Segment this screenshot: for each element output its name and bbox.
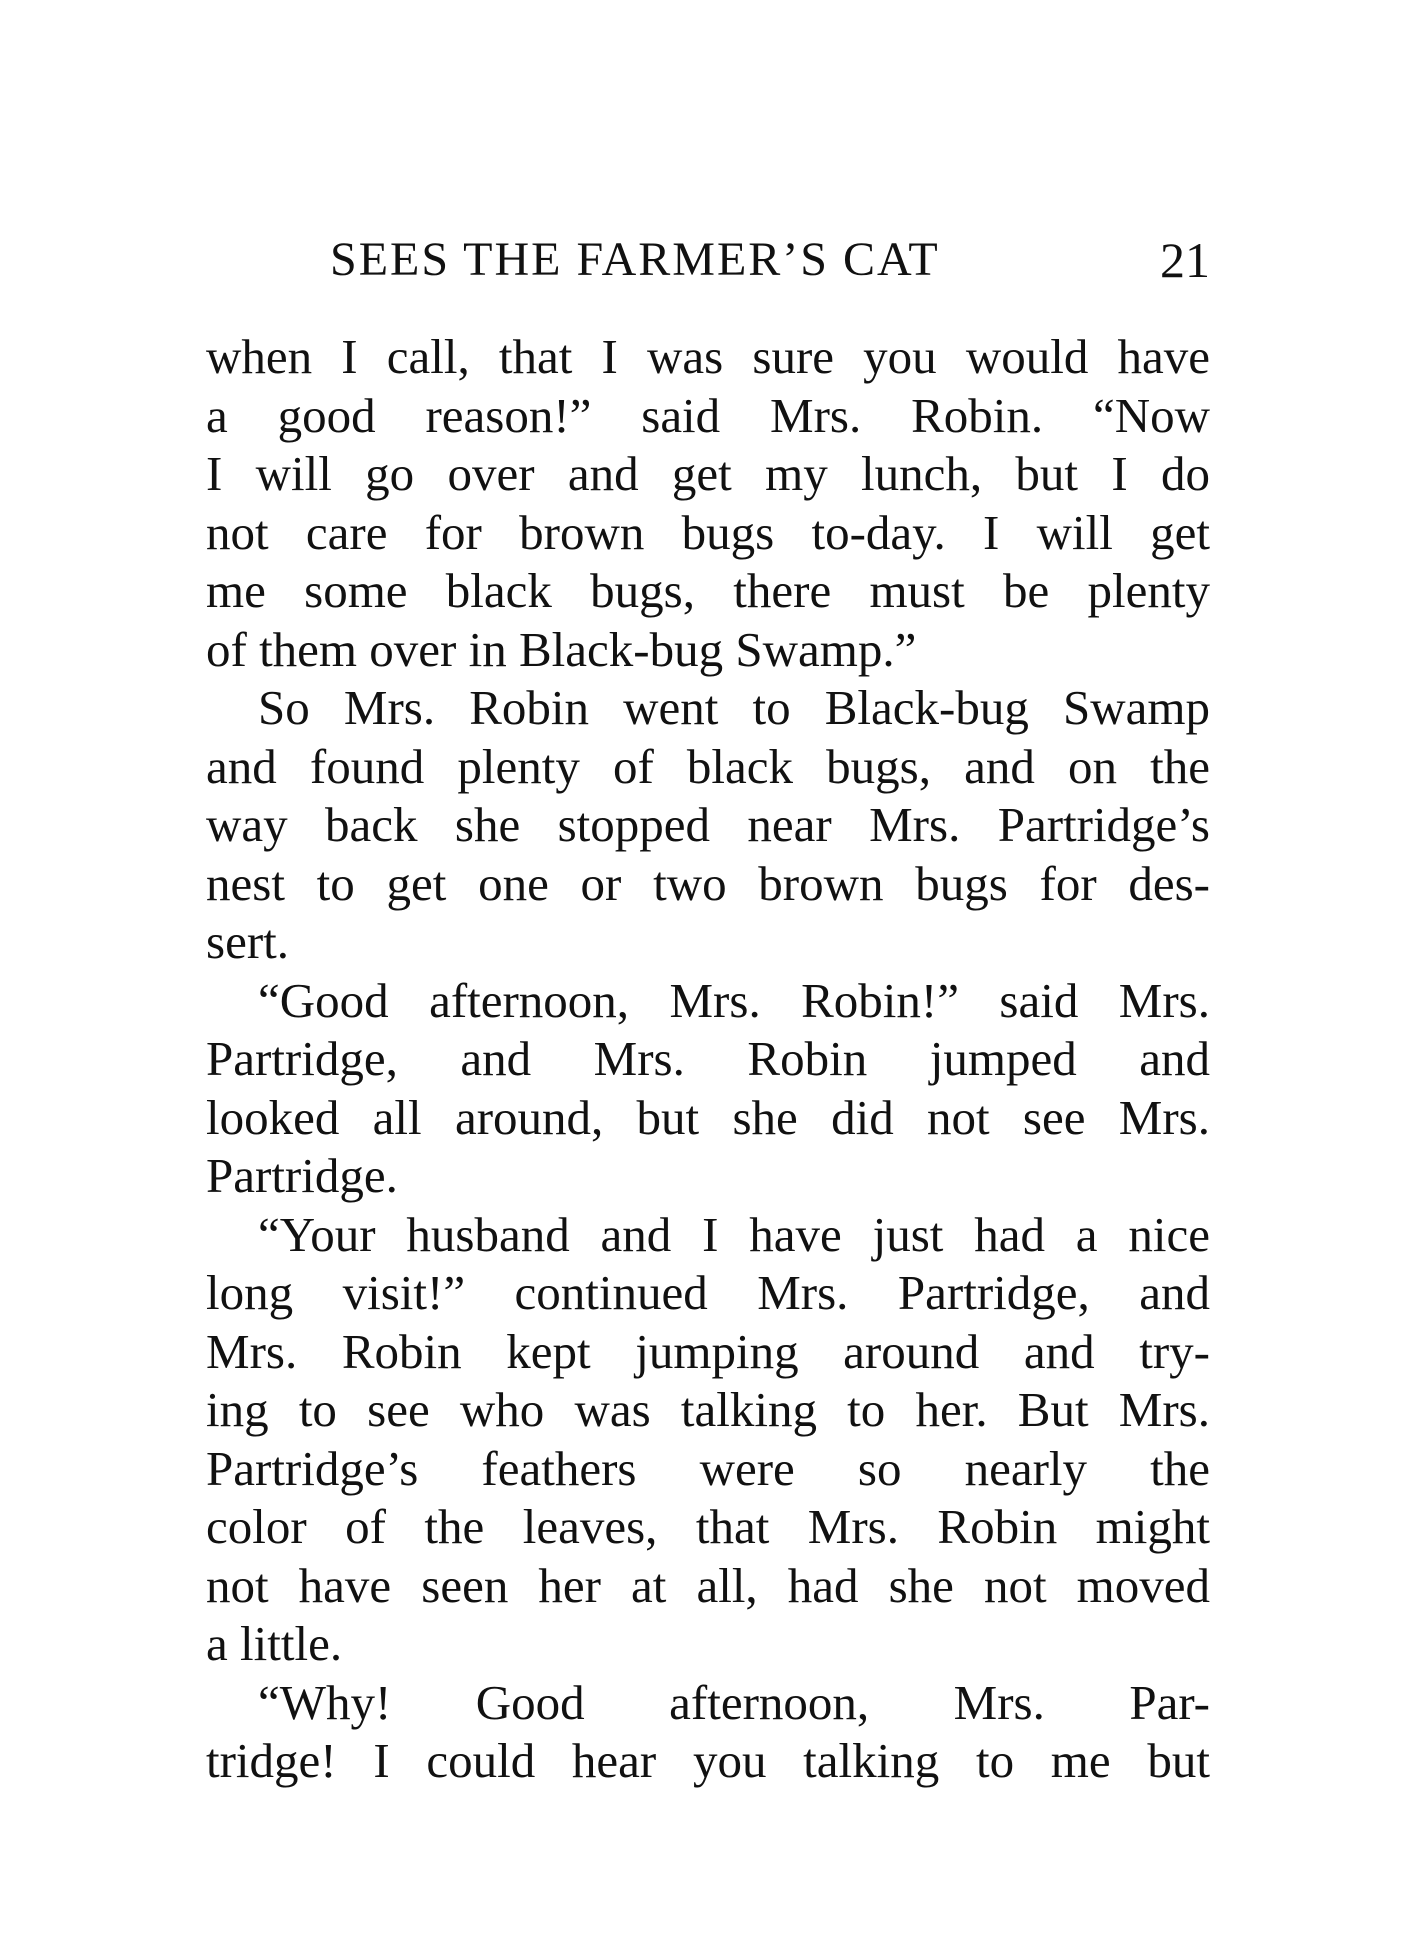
text-line: a little. xyxy=(206,1616,343,1671)
text-line: looked all around, but she did not see Mrs. xyxy=(206,1089,1210,1145)
text-line: not care for brown bugs to-day. I will get xyxy=(206,504,1210,560)
text-line: when I call, that I was sure you would have xyxy=(206,329,1210,384)
text-line: I will go over and get my lunch, but I do xyxy=(206,446,1210,501)
text-line: way back she stopped near Mrs. Partridge’s xyxy=(206,797,1210,852)
paragraph-4 xyxy=(206,1206,1210,1674)
text-line: ing to see who was talking to her. But Mrs. xyxy=(206,1382,1210,1437)
text-line: me some black bugs, there must be plenty xyxy=(206,563,1210,618)
text-line: long visit!” continued Mrs. Partridge, and xyxy=(206,1265,1210,1320)
body-text xyxy=(206,328,1210,1791)
text-line: So Mrs. Robin went to Black-bug Swamp xyxy=(258,680,1210,735)
page-number: 21 xyxy=(1160,232,1210,288)
text-line: “Good afternoon, Mrs. Robin!” said Mrs. xyxy=(258,972,1210,1028)
text-line: tridge! I could hear you talking to me but xyxy=(206,1733,1210,1788)
text-line: of them over in Black-bug Swamp.” xyxy=(206,621,917,677)
text-line: Partridge, and Mrs. Robin jumped and xyxy=(206,1031,1210,1086)
text-line: nest to get one or two brown bugs for des- xyxy=(206,855,1210,911)
running-title: SEES THE FARMER’S CAT xyxy=(330,233,940,286)
paragraph-1 xyxy=(206,328,1210,679)
text-line: not have seen her at all, had she not moved xyxy=(206,1557,1210,1613)
text-line: and found plenty of black bugs, and on the xyxy=(206,738,1210,794)
text-line: Partridge. xyxy=(206,1148,398,1203)
text-line: a good reason!” said Mrs. Robin. “Now xyxy=(206,387,1210,443)
paragraph-3 xyxy=(206,972,1210,1206)
text-line: “Your husband and I have just had a nice xyxy=(258,1206,1210,1262)
text-line: sert. xyxy=(206,914,289,969)
paragraph-2 xyxy=(206,679,1210,972)
text-line: Mrs. Robin kept jumping around and try- xyxy=(206,1323,1210,1379)
text-line: color of the leaves, that Mrs. Robin might xyxy=(206,1499,1210,1554)
text-line: Partridge’s feathers were so nearly the xyxy=(206,1440,1210,1496)
paragraph-5 xyxy=(206,1674,1210,1791)
text-line: “Why! Good afternoon, Mrs. Par- xyxy=(258,1674,1210,1730)
page-header xyxy=(330,230,1210,290)
